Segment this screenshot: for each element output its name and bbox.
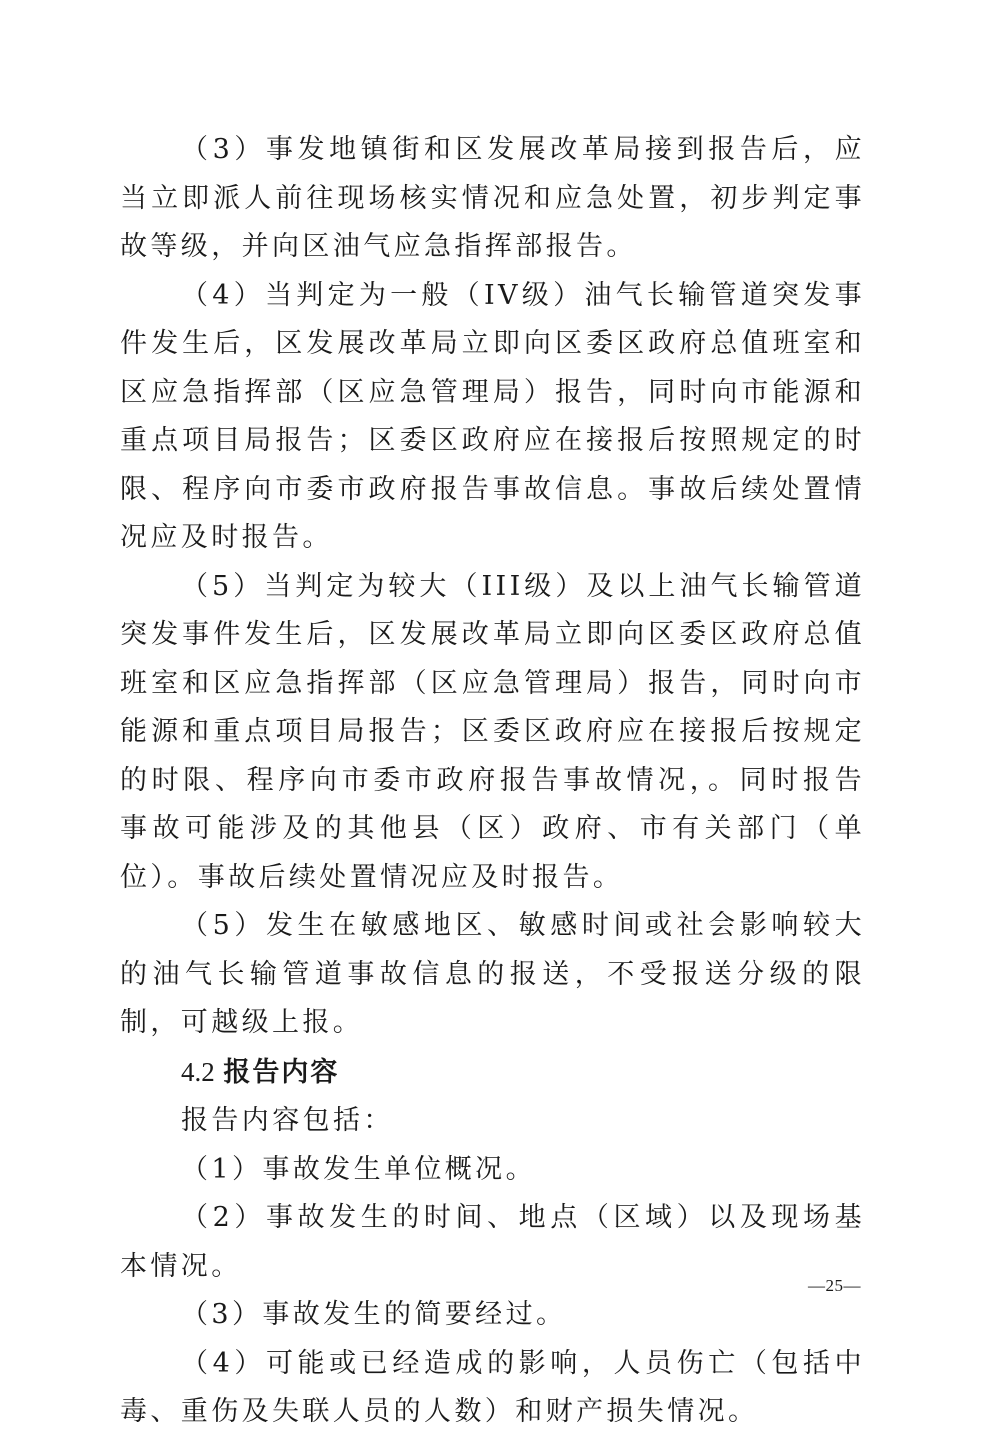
paragraph-content-intro: 报告内容包括： (181, 1105, 394, 1136)
paragraph-content-1: （1）事故发生单位概况。 (181, 1153, 536, 1185)
paragraph-report-5b: （5）发生在敏感地区、敏感时间或社会影响较大的油气长输管道事故信息的报送，不受报送分级的限制，可越级上报。 (120, 910, 865, 1038)
paragraph-report-4: （4）当判定为一般（IV级）油气长输管道突发事件发生后，区发展改革局立即向区委区政府总值班室和区应急指挥部（区应急管理局）报告，同时向市能源和重点项目局报告；区委区政府应在接报后按照规定的时限、程序向市委市政府报告事故信息。事故后续处置情况应及时报告。 (120, 279, 865, 553)
section-heading (120, 1048, 865, 1098)
paragraph-content-2: （2）事故发生的时间、地点（区域）以及现场基本情况。 (120, 1202, 865, 1282)
section-number: 4.2 (181, 1056, 215, 1087)
paragraph-report-5: （5）当判定为较大（III级）及以上油气长输管道突发事件发生后，区发展改革局立即向区委区政府总值班室和区应急指挥部（区应急管理局）报告，同时向市能源和重点项目局报告；区委区政府应在接报后按规定的时限、程序向市委市政府报告事故情况，。同时报告事故可能涉及的其他县（区）政府、市有关部门（单位）。事故后续处置情况应及时报告。 (120, 570, 865, 893)
document-body (120, 126, 865, 1437)
paragraph-content-4: （4）可能或已经造成的影响，人员伤亡（包括中毒、重伤及失联人员的人数）和财产损失情况。 (120, 1347, 865, 1427)
page-number: —25— (808, 1276, 861, 1295)
paragraph-report-3: （3）事发地镇街和区发展改革局接到报告后，应当立即派人前往现场核实情况和应急处置，初步判定事故等级，并向区油气应急指挥部报告。 (120, 134, 865, 262)
paragraph-content-3: （3）事故发生的简要经过。 (181, 1299, 567, 1330)
section-title: 报告内容 (223, 1056, 340, 1088)
